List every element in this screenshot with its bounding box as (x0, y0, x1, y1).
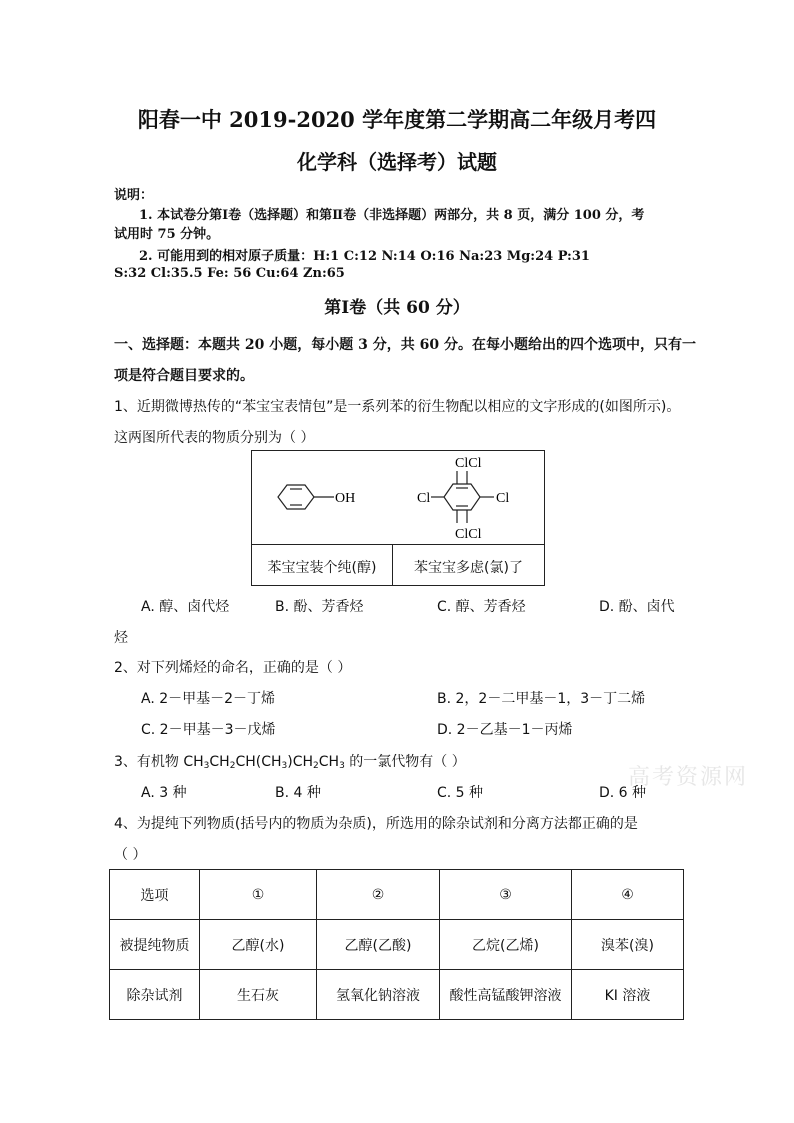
notes-label: 说明： (114, 188, 154, 203)
q3-option-a: A. 3 种 (141, 785, 187, 801)
section-instruction-line2: 项是符合题目要求的。 (114, 368, 254, 384)
q3-option-d: D. 6 种 (599, 785, 647, 801)
table-cell: 乙烷(乙烯) (440, 920, 572, 970)
q2-option-a: A. 2－甲基－2－丁烯 (141, 691, 276, 707)
q1-option-a: A. 醇、卤代烃 (141, 599, 230, 615)
q1-caption-right: 苯宝宝多虑(氯)了 (414, 560, 523, 576)
fig-clcl-bottom: ClCl (455, 527, 482, 542)
q3-sub: 3 (203, 761, 210, 771)
table-cell: 除杂试剂 (110, 970, 200, 1020)
q3-mid1: CH (209, 754, 230, 770)
table-cell: 酸性高锰酸钾溶液 (440, 970, 572, 1020)
q1-option-d-wrap: 烃 (114, 630, 128, 646)
q2-option-b: B. 2，2－二甲基－1，3－丁二烯 (437, 691, 646, 707)
notes-item1-line1: 1. 本试卷分第Ⅰ卷（选择题）和第Ⅱ卷（非选择题）两部分，共 8 页，满分 100 分，考 (139, 208, 645, 223)
q3-stem-pre: 3、有机物 CH (114, 754, 204, 770)
table-row (110, 970, 684, 1020)
table-cell: 被提纯物质 (110, 920, 200, 970)
table-cell: 乙醇(乙酸) (317, 920, 440, 970)
table-cell: 乙醇(水) (200, 920, 317, 970)
table-cell: 氢氧化钠溶液 (317, 970, 440, 1020)
table-header-cell: ④ (572, 870, 684, 920)
fig-clcl-top: ClCl (455, 456, 482, 471)
q3-mid3: )CH (287, 754, 314, 770)
fig-cl-left: Cl (417, 491, 431, 506)
q1-option-b: B. 酚、芳香烃 (275, 599, 364, 615)
q1-structures (252, 451, 544, 544)
figure-divider-h (252, 544, 544, 545)
table-header-cell: 选项 (110, 870, 200, 920)
q1-option-d: D. 酚、卤代 (599, 599, 675, 615)
table-header-cell: ② (317, 870, 440, 920)
hexachlorobenzene-ring-icon (431, 471, 494, 523)
q1-option-c: C. 醇、芳香烃 (437, 599, 526, 615)
q2-stem: 2、对下列烯烃的命名，正确的是（ ） (114, 660, 352, 676)
q4-stem-line2: （ ） (114, 847, 147, 863)
q1-figure-box (251, 450, 545, 586)
notes-item1-line2: 试用时 75 分钟。 (114, 227, 220, 242)
q1-caption-left: 苯宝宝装个纯(醇) (267, 560, 377, 576)
q3-mid2: CH(CH (235, 754, 282, 770)
table-cell: 溴苯(溴) (572, 920, 684, 970)
q3-stem (114, 751, 466, 771)
q3-option-c: C. 5 种 (437, 785, 484, 801)
table-cell: 生石灰 (200, 970, 317, 1020)
q3-sub: 3 (281, 761, 288, 771)
q4-table (109, 869, 684, 1020)
fig-cl-right: Cl (496, 491, 510, 506)
q2-option-d: D. 2－乙基－1－丙烯 (437, 722, 573, 738)
q3-sub: 2 (229, 761, 236, 771)
table-cell: KI 溶液 (572, 970, 684, 1020)
table-header-cell: ③ (440, 870, 572, 920)
watermark-logo: 高考资源网 (628, 765, 749, 790)
section-title: 第Ⅰ卷（共 60 分） (324, 298, 470, 318)
q1-stem-line1: 1、近期微博热传的“苯宝宝表情包”是一系列苯的衍生物配以相应的文字形成的(如图所示)。 (114, 399, 681, 415)
notes-item2-line2: S:32 Cl:35.5 Fe: 56 Cu:64 Zn:65 (114, 266, 345, 281)
q3-option-b: B. 4 种 (275, 785, 321, 801)
q3-sub: 2 (313, 761, 319, 771)
q3-mid4: CH (318, 754, 340, 770)
exam-subtitle: 化学科（选择考）试题 (297, 150, 497, 174)
table-header-cell: ① (200, 870, 317, 920)
table-row (110, 870, 684, 920)
notes-item2-line1: 2. 可能用到的相对原子质量：H:1 C:12 N:14 O:16 Na:23 Mg:24 P:31 (139, 249, 590, 264)
section-instruction-line1: 一、选择题：本题共 20 小题，每小题 3 分，共 60 分。在每小题给出的四个选项中，只有一 (114, 337, 696, 353)
q3-sub: 3 (339, 761, 345, 771)
benzene-ring-icon (278, 485, 334, 509)
q1-stem-line2: 这两图所代表的物质分别为（ ） (114, 430, 315, 446)
fig-oh-label: OH (335, 491, 356, 506)
table-row (110, 920, 684, 970)
exam-title: 阳春一中 2019-2020 学年度第二学期高二年级月考四 (137, 107, 657, 132)
q3-stem-post: 的一氯代物有（ ） (344, 754, 466, 770)
q4-stem-line1: 4、为提纯下列物质(括号内的物质为杂质)，所选用的除杂试剂和分离方法都正确的是 (114, 816, 638, 832)
q2-option-c: C. 2－甲基－3－戊烯 (141, 722, 276, 738)
